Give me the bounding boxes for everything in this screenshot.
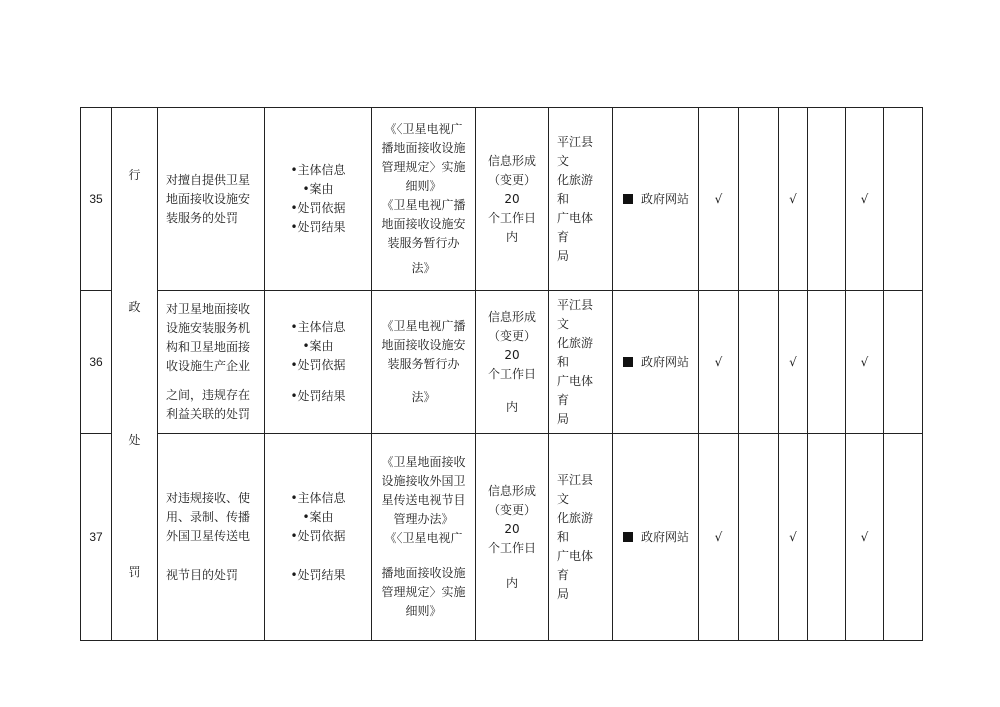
check-cell: √ bbox=[779, 434, 808, 641]
row-number: 35 bbox=[81, 108, 112, 291]
content-line: •处罚依据 bbox=[290, 529, 346, 543]
table-row bbox=[81, 291, 923, 434]
item-line: 用、录制、传播 bbox=[166, 510, 251, 524]
subject-line: 平江县文 bbox=[557, 134, 594, 168]
basis-line: 《卫星地面接收 bbox=[381, 455, 466, 469]
category-char: 行 bbox=[128, 167, 141, 182]
disclosure-table bbox=[80, 107, 923, 641]
check-cell bbox=[739, 108, 779, 291]
channel-label: 政府网站 bbox=[641, 191, 690, 206]
disclosure-channel bbox=[613, 108, 699, 291]
timing-line: 内 bbox=[505, 229, 518, 244]
subject-line: 化旅游和 bbox=[557, 335, 594, 369]
content-line: •主体信息 bbox=[290, 320, 346, 334]
content-line: •案由 bbox=[302, 510, 334, 524]
disclosure-subject bbox=[549, 291, 613, 434]
content-line: •处罚依据 bbox=[290, 201, 346, 215]
item-line: 利益关联的处罚 bbox=[166, 407, 251, 421]
timing-line: （变更）20 bbox=[487, 502, 536, 536]
disclosure-timing bbox=[476, 291, 549, 434]
subject-line: 局 bbox=[557, 248, 570, 263]
basis-line: 管理规定〉实施 bbox=[381, 160, 466, 174]
timing-line: 个工作日 bbox=[487, 366, 536, 381]
subject-line: 广电体育 bbox=[557, 373, 594, 407]
legal-basis bbox=[372, 434, 476, 641]
disclosure-subject bbox=[549, 108, 613, 291]
basis-line: 地面接收设施安 bbox=[381, 217, 466, 231]
category-char: 罚 bbox=[128, 565, 141, 580]
check-cell bbox=[808, 108, 846, 291]
category-char: 政 bbox=[128, 300, 141, 315]
basis-line: 播地面接收设施 bbox=[381, 566, 466, 580]
check-cell: √ bbox=[699, 108, 739, 291]
timing-line: 个工作日 bbox=[487, 540, 536, 555]
subject-line: 广电体育 bbox=[557, 548, 594, 582]
item-line: 地面接收设施安 bbox=[166, 191, 251, 206]
timing-line: 信息形成 bbox=[487, 153, 536, 168]
black-square-icon bbox=[623, 532, 633, 542]
subject-line: 化旅游和 bbox=[557, 510, 594, 544]
timing-line: 个工作日 bbox=[487, 210, 536, 225]
timing-line: （变更）20 bbox=[487, 328, 536, 362]
check-cell bbox=[884, 434, 923, 641]
item-line: 对擅自提供卫星 bbox=[166, 172, 251, 187]
item-line: 装服务的处罚 bbox=[166, 210, 239, 225]
item-line: 之间，违规存在 bbox=[166, 388, 251, 402]
subject-line: 平江县文 bbox=[557, 297, 594, 331]
check-cell: √ bbox=[699, 434, 739, 641]
check-cell: √ bbox=[699, 291, 739, 434]
disclosure-subject bbox=[549, 434, 613, 641]
basis-line: 《卫星电视广播 bbox=[381, 198, 466, 212]
channel-label: 政府网站 bbox=[641, 529, 690, 544]
check-cell: √ bbox=[779, 291, 808, 434]
disclosure-timing bbox=[476, 108, 549, 291]
check-cell bbox=[739, 434, 779, 641]
basis-line: 装服务暂行办 bbox=[387, 236, 460, 250]
basis-line: 法》 bbox=[411, 390, 436, 404]
legal-basis bbox=[372, 108, 476, 291]
row-number: 36 bbox=[81, 291, 112, 434]
disclosure-content bbox=[265, 291, 372, 434]
content-line: •处罚结果 bbox=[290, 220, 346, 234]
disclosure-channel bbox=[613, 291, 699, 434]
legal-basis bbox=[372, 291, 476, 434]
basis-line: 法》 bbox=[411, 261, 436, 275]
item-name bbox=[158, 434, 265, 641]
timing-line: 内 bbox=[505, 575, 518, 590]
basis-line: 星传送电视节目 bbox=[381, 493, 466, 507]
basis-line: 管理规定〉实施 bbox=[381, 585, 466, 599]
basis-line: 细则》 bbox=[405, 604, 442, 618]
check-cell bbox=[808, 434, 846, 641]
check-cell bbox=[739, 291, 779, 434]
channel-label: 政府网站 bbox=[641, 354, 690, 369]
item-line: 对违规接收、使 bbox=[166, 491, 251, 505]
content-line: •案由 bbox=[302, 339, 334, 353]
content-line: •主体信息 bbox=[290, 163, 346, 177]
subject-line: 局 bbox=[557, 411, 570, 426]
basis-line: 地面接收设施安 bbox=[381, 338, 466, 352]
check-cell: √ bbox=[846, 434, 884, 641]
basis-line: 《卫星电视广播 bbox=[381, 319, 466, 333]
basis-line: 《〈卫星电视广 bbox=[384, 531, 463, 545]
timing-line: 信息形成 bbox=[487, 309, 536, 324]
item-line: 构和卫星地面接 bbox=[166, 340, 251, 354]
basis-line: 管理办法》 bbox=[393, 512, 454, 526]
item-name bbox=[158, 291, 265, 434]
timing-line: 信息形成 bbox=[487, 483, 536, 498]
basis-line: 装服务暂行办 bbox=[387, 357, 460, 371]
item-line: 外国卫星传送电 bbox=[166, 529, 251, 543]
check-cell: √ bbox=[846, 291, 884, 434]
category-cell bbox=[112, 108, 158, 641]
category-char: 处 bbox=[128, 432, 141, 447]
black-square-icon bbox=[623, 357, 633, 367]
table-row bbox=[81, 108, 923, 291]
content-line: •处罚结果 bbox=[290, 568, 346, 582]
item-line: 收设施生产企业 bbox=[166, 359, 251, 373]
timing-line: 内 bbox=[505, 399, 518, 414]
check-cell bbox=[884, 108, 923, 291]
subject-line: 平江县文 bbox=[557, 472, 594, 506]
subject-line: 广电体育 bbox=[557, 210, 594, 244]
content-line: •处罚结果 bbox=[290, 389, 346, 403]
item-line: 对卫星地面接收 bbox=[166, 302, 251, 316]
table-row bbox=[81, 434, 923, 641]
disclosure-content bbox=[265, 434, 372, 641]
item-line: 设施安装服务机 bbox=[166, 321, 251, 335]
disclosure-channel bbox=[613, 434, 699, 641]
basis-line: 设施接收外国卫 bbox=[381, 474, 466, 488]
item-line: 视节目的处罚 bbox=[166, 568, 239, 582]
content-line: •处罚依据 bbox=[290, 358, 346, 372]
basis-line: 《〈卫星电视广 bbox=[384, 122, 463, 136]
check-cell: √ bbox=[779, 108, 808, 291]
content-line: •主体信息 bbox=[290, 491, 346, 505]
content-line: •案由 bbox=[302, 182, 334, 196]
check-cell: √ bbox=[846, 108, 884, 291]
black-square-icon bbox=[623, 194, 633, 204]
subject-line: 局 bbox=[557, 586, 570, 601]
timing-line: （变更）20 bbox=[487, 172, 536, 206]
basis-line: 细则》 bbox=[405, 179, 442, 193]
disclosure-content bbox=[265, 108, 372, 291]
item-name bbox=[158, 108, 265, 291]
check-cell bbox=[884, 291, 923, 434]
disclosure-timing bbox=[476, 434, 549, 641]
basis-line: 播地面接收设施 bbox=[381, 141, 466, 155]
check-cell bbox=[808, 291, 846, 434]
subject-line: 化旅游和 bbox=[557, 172, 594, 206]
row-number: 37 bbox=[81, 434, 112, 641]
